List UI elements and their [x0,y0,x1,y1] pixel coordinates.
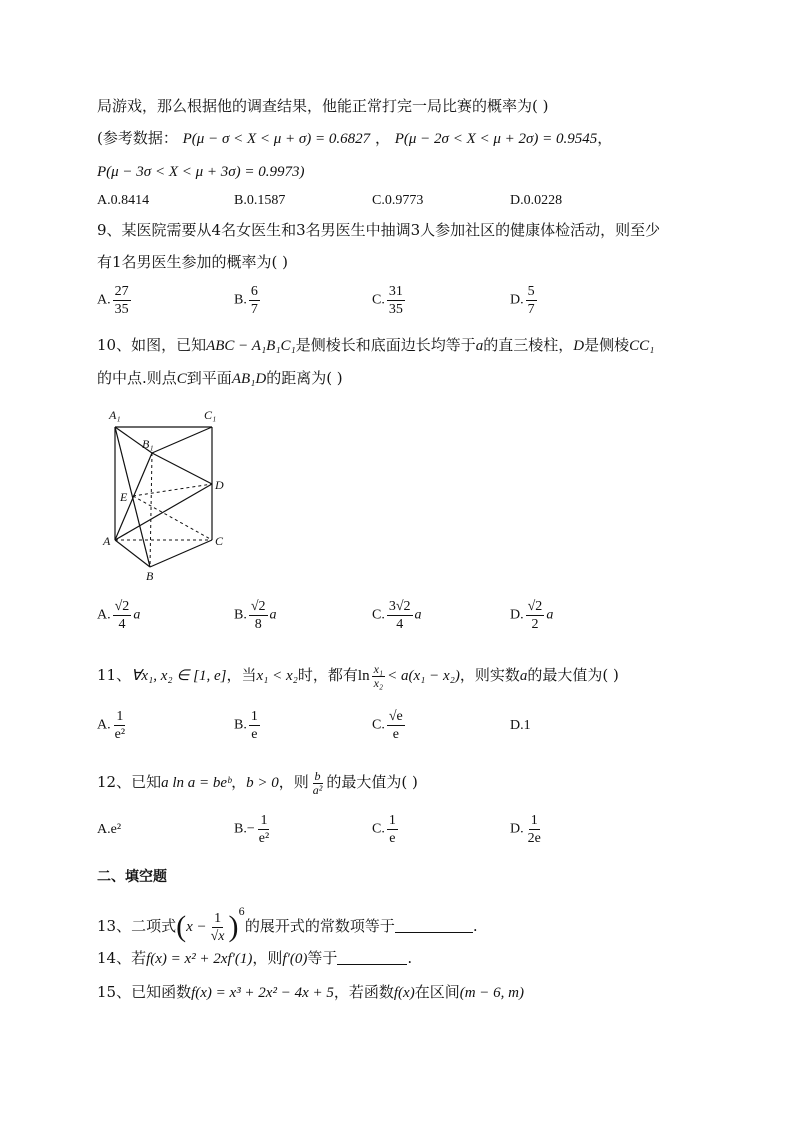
q10-line1 [97,334,654,357]
q15-line [97,981,524,1004]
q15-p1: 15、已知函数 [97,983,192,1001]
q11-a-label: A. [97,717,111,733]
label-a1: A₁ [109,408,121,422]
q10-cc1: CC₁ [629,338,655,354]
q12-cond: b > 0 [246,775,279,791]
q10-a: a [475,338,484,354]
prism-figure [100,405,240,585]
q8-ref2: P(μ − 2σ < X < μ + 2σ) = 0.9545 [394,131,598,147]
q11-c-label: C. [372,717,385,733]
q12-option-d[interactable] [510,812,545,847]
q9-line2: 有1名男医生参加的概率为( ) [97,253,289,271]
q9-a-label: A. [97,292,111,308]
q11-p2: ，当 [226,666,257,684]
hidden-edge-b1-b [150,453,152,567]
q9-b-label: B. [234,292,247,308]
q10-a-label: A. [97,607,111,623]
q9-c-den: 35 [388,302,403,317]
q10-option-b[interactable] [234,598,277,633]
q9-b-num: 6 [250,284,258,299]
q8-option-d[interactable]: D.0.0228 [510,193,563,208]
q10-c-num: 3√2 [388,599,411,614]
q9-line1: 9、某医院需要从4名女医生和3名男医生中抽调3人参加社区的健康体检活动，则至少 [97,221,661,239]
q10-option-d[interactable] [510,598,553,633]
q11-p5: 的最大值为( ) [527,666,619,684]
q11-p1: 11、 [97,666,132,684]
q8-option-c[interactable]: C.0.9773 [372,193,424,208]
q12-p3: ，则 [278,773,309,791]
q10-p3: 的直三棱柱， [483,336,574,354]
label-b: B [146,569,154,583]
q11-cond: x₁ < x₂ [256,668,298,684]
q8-ref1: P(μ − σ < X < μ + σ) = 0.6827 [182,131,371,147]
q15-interval: (m − 6, m) [459,985,525,1001]
q11-forall: ∀x₁, x₂ ∈ [1, e] [131,668,227,684]
q14-line [97,947,412,970]
q10-b-num: √2 [250,599,266,614]
q8-reference-line [97,127,612,150]
q10-c-den: 4 [396,617,404,632]
q9-a-den: 35 [114,302,129,317]
q8-option-a[interactable]: A.0.8414 [97,193,150,208]
q9-c-num: 31 [388,284,403,299]
q12-option-c[interactable] [372,812,400,847]
q9-option-b[interactable] [234,283,262,318]
q11-b-label: B. [234,717,247,733]
q8-option-b[interactable]: B.0.1587 [234,193,286,208]
q11-c-den: e [392,727,399,742]
q13-x: x − [186,919,207,935]
q8-ref-sep2: ， [597,129,613,147]
q9-d-den: 7 [527,302,535,317]
edge-b1-d [152,453,212,484]
q10-D: D [573,338,585,354]
q11-d-label: D. [510,718,524,733]
q12-b-den: e² [258,831,270,846]
q11-option-b[interactable] [234,708,262,743]
q14-p1: 14、若 [97,949,147,967]
q13-paren-open: ( [176,910,187,943]
q12-option-a[interactable] [97,822,121,838]
q10-option-c[interactable] [372,598,422,633]
q12-b-label: B. [234,821,247,837]
q10-plane: AB₁D [231,371,267,387]
q10-c-var: a [414,607,422,623]
hidden-edge-e-d [133,484,212,496]
q12-eq: a ln a = beᵇ [161,775,232,791]
q9-option-c[interactable] [372,283,407,318]
edge-b1-c1 [152,427,212,453]
q11-b-den: e [251,727,258,742]
q12-p2: ， [231,773,247,791]
label-a: A [103,534,111,548]
q14-p2: ，则 [252,949,283,967]
q9-d-num: 5 [527,284,535,299]
q13-end: . [472,917,478,935]
q11-a-den: e² [114,727,126,742]
q14-end: . [407,949,413,967]
q10-p5: 的中点.则点 [97,369,177,387]
q9-b-den: 7 [250,302,258,317]
q13-frac-num: 1 [214,910,222,926]
q10-b-label: B. [234,607,247,623]
q10-p7: 的距离为( ) [266,369,343,387]
q12-c-num: 1 [388,813,396,828]
q8-ref3: P(μ − 3σ < X < μ + 3σ) = 0.9973) [97,164,305,180]
q12-a-text: e² [110,822,122,837]
label-b1: B₁ [142,437,154,451]
q12-line1 [97,767,418,798]
q12-p1: 12、已知 [97,773,162,791]
q9-option-a[interactable] [97,283,133,318]
q11-p4: ，则实数 [459,666,520,684]
q11-ln: ln [357,668,370,684]
q14-p3: 等于 [307,949,338,967]
q13-frac-den: √x [210,928,225,944]
q12-option-b[interactable] [234,812,273,847]
q10-c-label: C. [372,607,385,623]
q12-frac-den: a² [312,782,323,797]
q15-p3: 在区间 [414,983,460,1001]
q10-a-den: 4 [118,617,126,632]
q11-frac-num: x₁ [373,661,384,676]
q11-d-text: 1 [523,718,531,733]
q9-option-d[interactable] [510,283,539,318]
label-c: C [215,534,224,548]
q10-a-var: a [133,607,141,623]
q11-b-num: 1 [250,709,258,724]
q13-line [97,893,478,947]
edge-b-c [150,540,212,567]
label-c1: C₁ [204,408,217,422]
q11-option-d[interactable] [510,718,531,734]
q12-b-sign: − [246,821,255,837]
q12-p4: 的最大值为( ) [326,773,418,791]
q10-b-var: a [269,607,277,623]
q11-line1 [97,660,619,691]
section-fill-in-title: 二、填空题 [97,869,167,885]
q12-frac-num: b [314,768,321,783]
q11-c-num: √e [388,709,403,724]
q14-eq: f(x) = x² + 2xf′(1) [146,951,253,967]
q11-option-c[interactable] [372,708,407,743]
q14-f0: f′(0) [282,951,308,967]
q9-c-label: C. [372,292,385,308]
q10-d-var: a [546,607,554,623]
q13-exp: 6 [238,907,245,918]
q10-C: C [176,371,187,387]
q12-b-num: 1 [260,813,268,828]
q12-d-num: 1 [530,813,538,828]
q13-paren-close: ) [228,910,239,943]
label-d: D [215,478,224,492]
q11-a: a [519,668,528,684]
q13-answer-blank[interactable] [395,918,473,933]
q8-ref-sep: ， [374,129,390,147]
q12-c-label: C. [372,821,385,837]
q12-d-den: 2e [527,831,541,846]
q15-eq: f(x) = x³ + 2x² − 4x + 5 [191,985,334,1001]
q13-p2: 的展开式的常数项等于 [244,917,395,935]
q10-p2: 是侧棱长和底面边长均等于 [295,336,476,354]
q10-option-a[interactable] [97,598,140,633]
q10-line2 [97,367,343,390]
q11-option-a[interactable] [97,708,129,743]
q13-p1: 13、二项式 [97,917,177,935]
q11-p3: 时，都有 [297,666,358,684]
q11-frac-den: x₂ [373,675,384,690]
q10-p4: 是侧棱 [584,336,630,354]
q8-line1: 局游戏，那么根据他的调查结果，他能正常打完一局比赛的概率为( ) [97,97,549,115]
q12-a-label: A. [97,822,111,837]
q10-prism: ABC − A₁B₁C₁ [206,338,296,354]
q10-d-label: D. [510,607,524,623]
q8-ref-prefix: (参考数据： [97,129,178,147]
q15-fx: f(x) [393,985,415,1001]
q9-a-num: 27 [114,284,129,299]
q10-p1: 10、如图，已知 [97,336,207,354]
q10-d-den: 2 [531,617,539,632]
q10-b-den: 8 [254,617,262,632]
label-e: E [120,490,128,504]
q14-answer-blank[interactable] [337,950,407,965]
q15-p2: ，若函数 [333,983,394,1001]
q12-d-label: D. [510,821,524,837]
q9-d-label: D. [510,292,524,308]
q10-d-num: √2 [527,599,543,614]
q10-a-num: √2 [114,599,130,614]
q11-ineq: < a(x₁ − x₂) [387,668,460,684]
hidden-edge-e-c [133,496,212,540]
q10-p6: 到平面 [186,369,232,387]
q8-reference-line2 [97,160,305,183]
q11-a-num: 1 [116,709,124,724]
q12-c-den: e [389,831,396,846]
